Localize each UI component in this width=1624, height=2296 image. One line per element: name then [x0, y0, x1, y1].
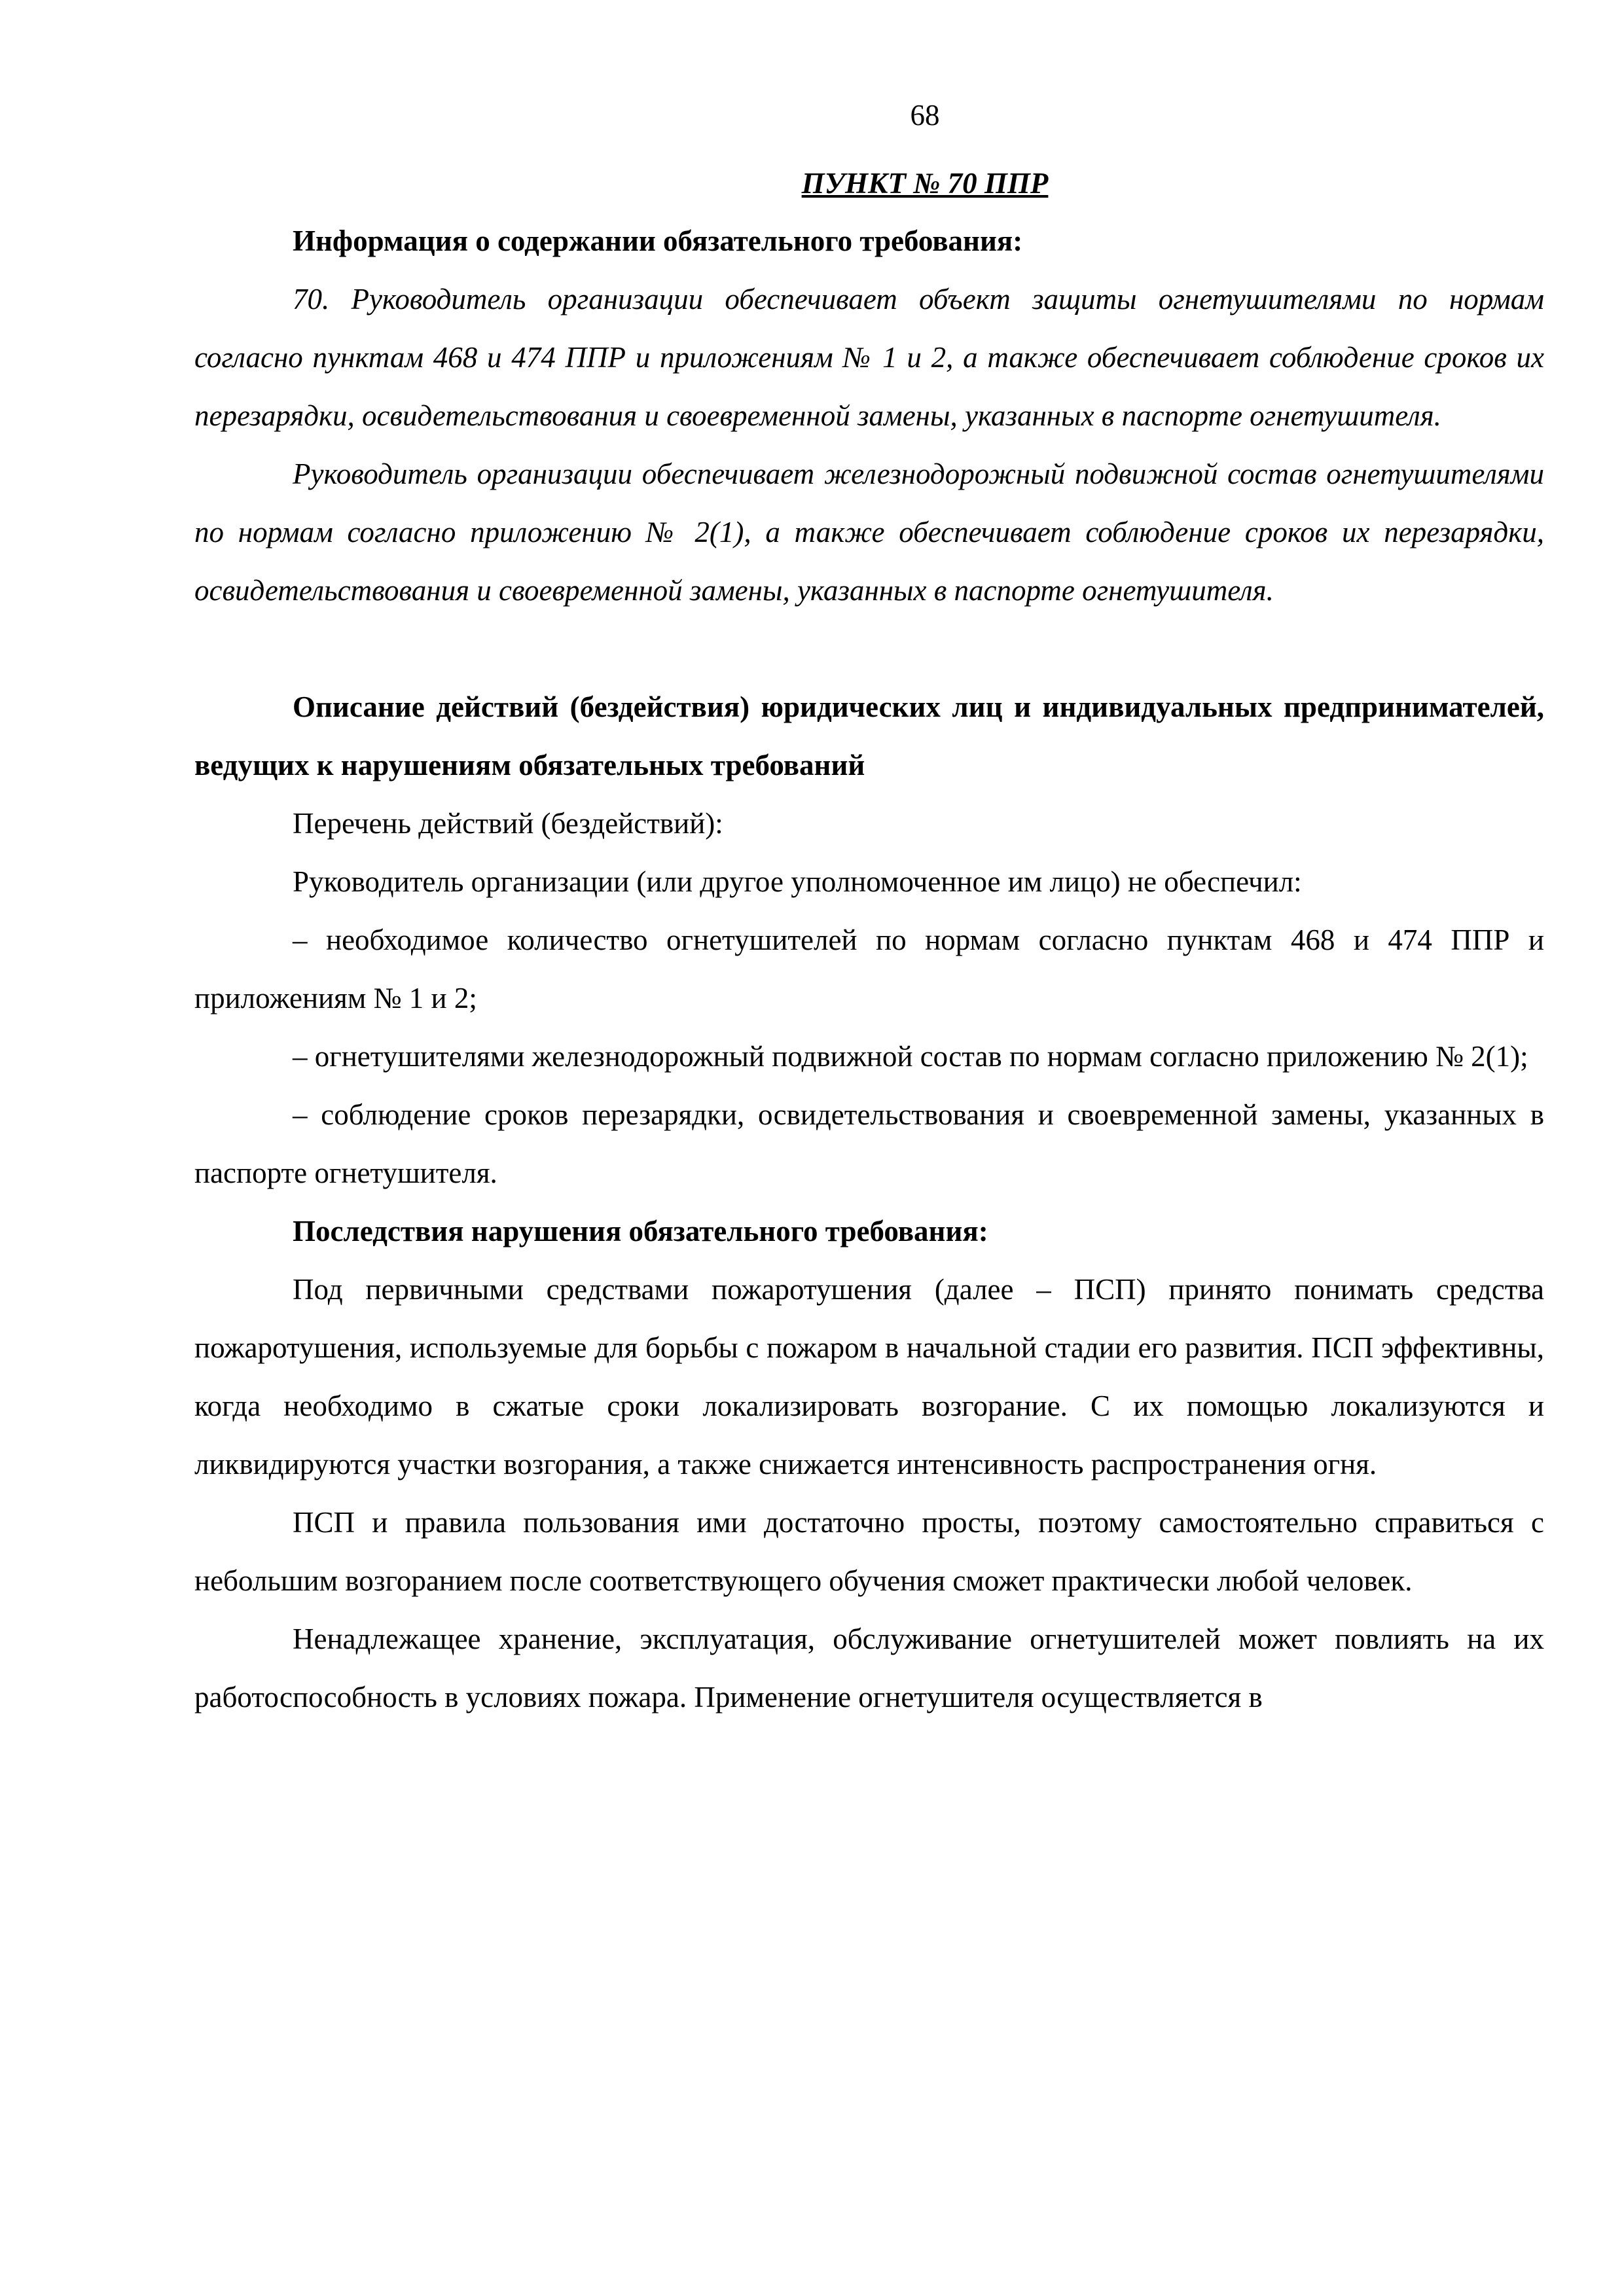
consequences-paragraph-3: Ненадлежащее хранение, эксплуатация, обслуживание огнетушителей может повлиять на их работоспособность в условиях пожара. Применение огнетушителя осуществляется в — [194, 1623, 1544, 1713]
consequences-heading: Последствия нарушения обязательного требования: — [293, 1215, 988, 1247]
requirement-paragraph-2: Руководитель организации обеспечивает железнодорожный подвижной состав огнетушителями по нормам согласно приложению № 2(1), а также обеспечивает соблюдение сроков их перезарядки, освидетельствования и своевременной замены, указанных в паспорте огнетушителя. — [194, 457, 1544, 607]
requirement-paragraph-1: 70. Руководитель организации обеспечивает объект защиты огнетушителями по нормам согласно пунктам 468 и 474 ППР и приложениям № 1 и 2, а также обеспечивает соблюдение сроков их перезарядки, освидетельствования и своевременной замены, указанных в паспорте огнетушителя. — [194, 283, 1544, 432]
consequences-paragraph-1: Под первичными средствами пожаротушения (далее – ПСП) принято понимать средства пожаротушения, используемые для борьбы с пожаром в начальной стадии его развития. ПСП эффективны, когда необходимо в сжатые сроки локализировать возгорание. С их помощью локализуются и ликвидируются участки возгорания, а также снижается интенсивность распространения огня. — [194, 1273, 1544, 1480]
consequences-paragraph-2: ПСП и правила пользования ими достаточно просты, поэтому самостоятельно справиться с небольшим возгоранием после соответствующего обучения сможет практически любой человек. — [194, 1506, 1544, 1597]
violation-item-1: – необходимое количество огнетушителей по нормам согласно пунктам 468 и 474 ППР и приложениям № 1 и 2; — [194, 924, 1544, 1014]
violations-heading: Описание действий (бездействия) юридических лиц и индивидуальных предпринимателей, ведущих к нарушениям обязательных требований — [194, 691, 1544, 781]
violations-subject: Руководитель организации (или другое уполномоченное им лицо) не обеспечил: — [293, 865, 1302, 898]
page-number: 68 — [910, 99, 940, 132]
violation-item-2: – огнетушителями железнодорожный подвижной состав по нормам согласно приложению № 2(1); — [293, 1040, 1528, 1073]
violation-item-3: – соблюдение сроков перезарядки, освидетельствования и своевременной замены, указанных в паспорте огнетушителя. — [194, 1098, 1544, 1189]
violations-list-intro: Перечень действий (бездействий): — [293, 807, 723, 840]
requirement-heading: Информация о содержании обязательного требования: — [293, 224, 1023, 257]
clause-title: ПУНКТ № 70 ППР — [801, 167, 1049, 200]
